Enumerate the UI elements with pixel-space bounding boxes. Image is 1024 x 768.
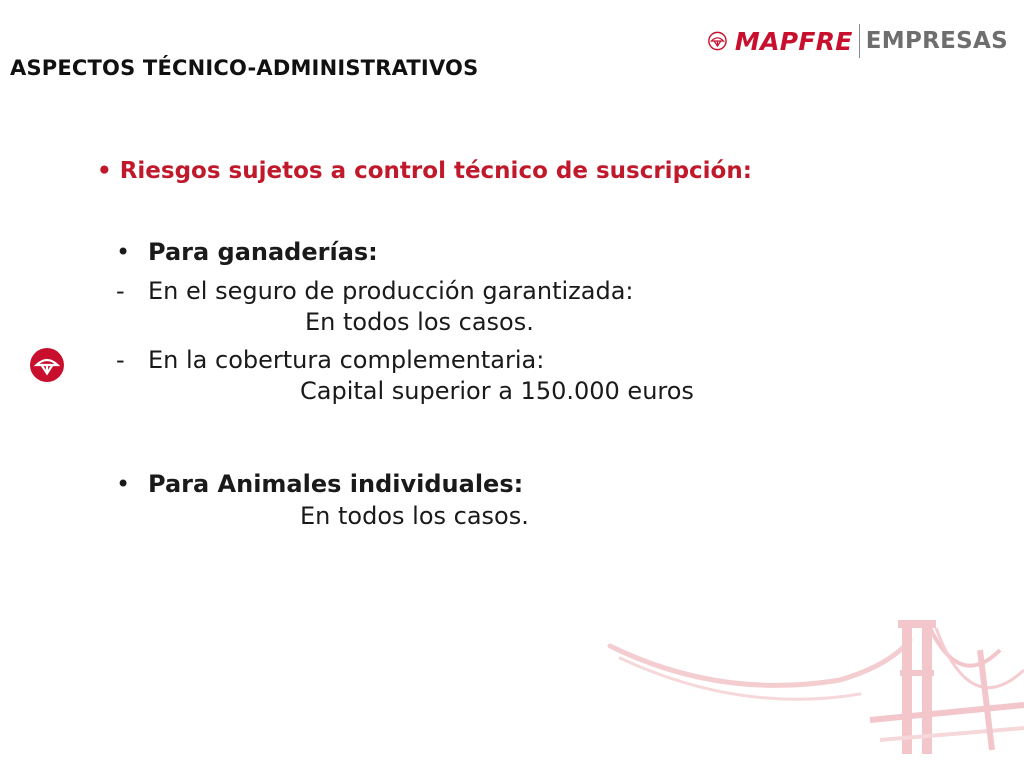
logo-division-text: EMPRESAS [865,28,1008,54]
section-heading-ganaderias: Para ganaderías: [148,238,378,266]
dash-marker: - [116,346,125,374]
list-item-text: En la cobertura complementaria: [148,346,545,374]
bullet-icon: • [97,158,112,184]
list-item-detail: Capital superior a 150.000 euros [300,377,694,405]
logo-brand-text: MAPFRE [734,26,853,56]
section-detail-animales: En todos los casos. [300,502,529,530]
bullet-icon: • [116,470,131,498]
section-heading-animales: Para Animales individuales: [148,470,524,498]
main-point-text: Riesgos sujetos a control técnico de suscripción: [119,158,752,184]
bridge-watermark-icon [600,610,1024,768]
page-title: ASPECTOS TÉCNICO-ADMINISTRATIVOS [10,56,479,80]
mapfre-trebol-icon [708,24,727,58]
dash-marker: - [116,277,125,305]
bullet-icon: • [116,238,131,266]
list-item-detail: En todos los casos. [305,308,534,336]
main-point [97,158,752,184]
mapfre-empresas-logo [708,22,1008,60]
mapfre-trebol-icon [30,348,64,382]
logo-separator [859,24,860,58]
list-item-text: En el seguro de producción garantizada: [148,277,634,305]
